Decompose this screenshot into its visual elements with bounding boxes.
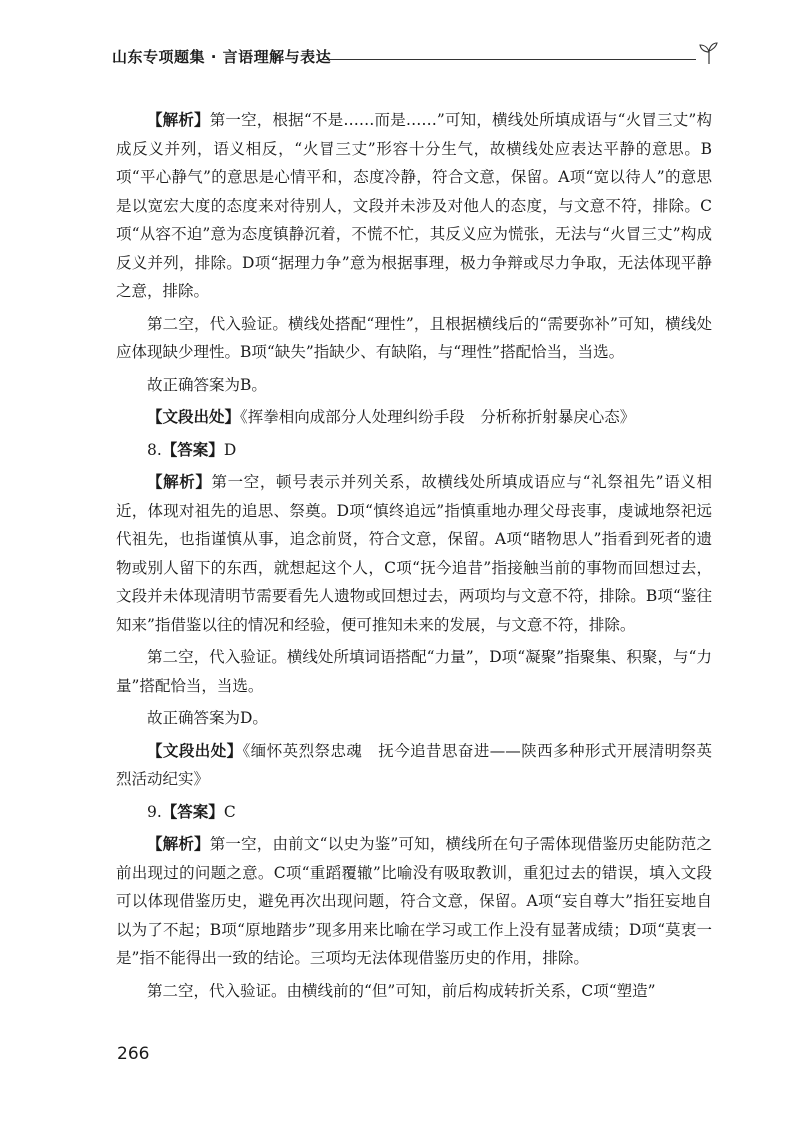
source-text: 《挥拳相向成部分人处理纠纷手段 分析称折射暴戾心态》: [240, 408, 636, 426]
header-title: 山东专项题集 · 言语理解与表达: [112, 48, 332, 66]
analysis-tag: 【解析】: [147, 835, 210, 853]
paragraph-text: 故正确答案为B。: [147, 375, 267, 394]
source-8: [116, 737, 712, 794]
sprout-icon: [696, 40, 722, 66]
source-tag: 【文段出处】: [147, 741, 243, 760]
answer-letter: D: [223, 440, 237, 459]
answer-8: [116, 436, 712, 465]
explanation-7-blank2: [116, 310, 712, 367]
conclusion-7: [116, 371, 712, 400]
answer-explanations: [116, 106, 712, 1005]
source-tag: 【文段出处】: [147, 408, 241, 426]
analysis-tag: 【解析】: [147, 473, 212, 491]
conclusion-8: [116, 704, 712, 733]
explanation-8-blank1: [116, 468, 712, 639]
question-number: 9.: [147, 802, 162, 821]
paragraph-text: 故正确答案为D。: [147, 709, 268, 727]
paragraph-text: 第二空，代入验证。横线处所填词语搭配“力量”，D项“凝聚”指聚集、积聚，与“力量”搭配恰当，当选。: [116, 648, 712, 695]
paragraph-text: 第二空，代入验证。横线处搭配“理性”，且根据横线后的“需要弥补”可知，横线处应体现缺少理性。B项“缺失”指缺少、有缺陷，与“理性”搭配恰当，当选。: [116, 314, 712, 361]
running-header: [112, 40, 722, 70]
answer-tag: 【答案】: [161, 440, 224, 459]
source-7: [116, 403, 712, 432]
paragraph-text: 第一空，根据“不是……而是……”可知，横线处所填成语与“火冒三丈”构成反义并列，语义相反，“火冒三丈”形容十分生气，故横线处应表达平静的意思。B项“平心静气”的意思是心情平和，态度冷静，符合文意，保留。A项“宽以待人”的意思是以宽宏大度的态度来对待别人，文段并未涉及对他人的态度，与文意不符，排除。C项“从容不迫”意为态度镇静沉着，不慌不忙，其反义应为慌张，无法与“火冒三丈”构成反义并列，排除。D项“据理力争”意为根据事理，极力争辩或尽力争取，无法体现平静之意，排除。: [116, 111, 712, 300]
explanation-8-blank2: [116, 643, 712, 700]
question-number: 8.: [147, 440, 162, 459]
explanation-9-blank1: [116, 830, 712, 973]
paragraph-text: 第一空，顿号表示并列关系，故横线处所填成语应与“礼祭祖先”语义相近，体现对祖先的追思、祭奠。D项“慎终追远”指慎重地办理父母丧事，虔诚地祭祀远代祖先，也指谨慎从事，追念前贤，符合文意，保留。A项“睹物思人”指看到死者的遗物或别人留下的东西，就想起这个人，C项“抚今追昔”指接触当前的事物而回想过去，文段并未体现清明节需要看先人遗物或回想过去，两项均与文意不符，排除。B项“鉴往知来”指借鉴以往的情况和经验，便可推知未来的发展，与文意不符，排除。: [116, 473, 712, 634]
paragraph-text: 第二空，代入验证。由横线前的“但”可知，前后构成转折关系，C项“塑造”: [147, 981, 656, 1000]
header-rule: [320, 59, 696, 60]
analysis-tag: 【解析】: [147, 111, 210, 129]
answer-letter: C: [223, 802, 236, 821]
source-text: 《缅怀英烈祭忠魂 抚今追昔思奋进——陕西多种形式开展清明祭英烈活动纪实》: [116, 741, 712, 788]
page-number: 266: [117, 1044, 150, 1064]
explanation-7-blank1: [116, 106, 712, 306]
answer-tag: 【答案】: [161, 802, 224, 821]
explanation-9-blank2: [116, 977, 712, 1006]
answer-9: [116, 798, 712, 827]
paragraph-text: 第一空，由前文“以史为鉴”可知，横线所在句子需体现借鉴历史能防范之前出现过的问题之意。C项“重蹈覆辙”比喻没有吸取教训，重犯过去的错误，填入文段可以体现借鉴历史，避免再次出现问题，符合文意，保留。A项“妄自尊大”指狂妄地自以为了不起；B项“原地踏步”现多用来比喻在学习或工作上没有显著成绩；D项“莫衷一是”指不能得出一致的结论。三项均无法体现借鉴历史的作用，排除。: [116, 835, 712, 967]
